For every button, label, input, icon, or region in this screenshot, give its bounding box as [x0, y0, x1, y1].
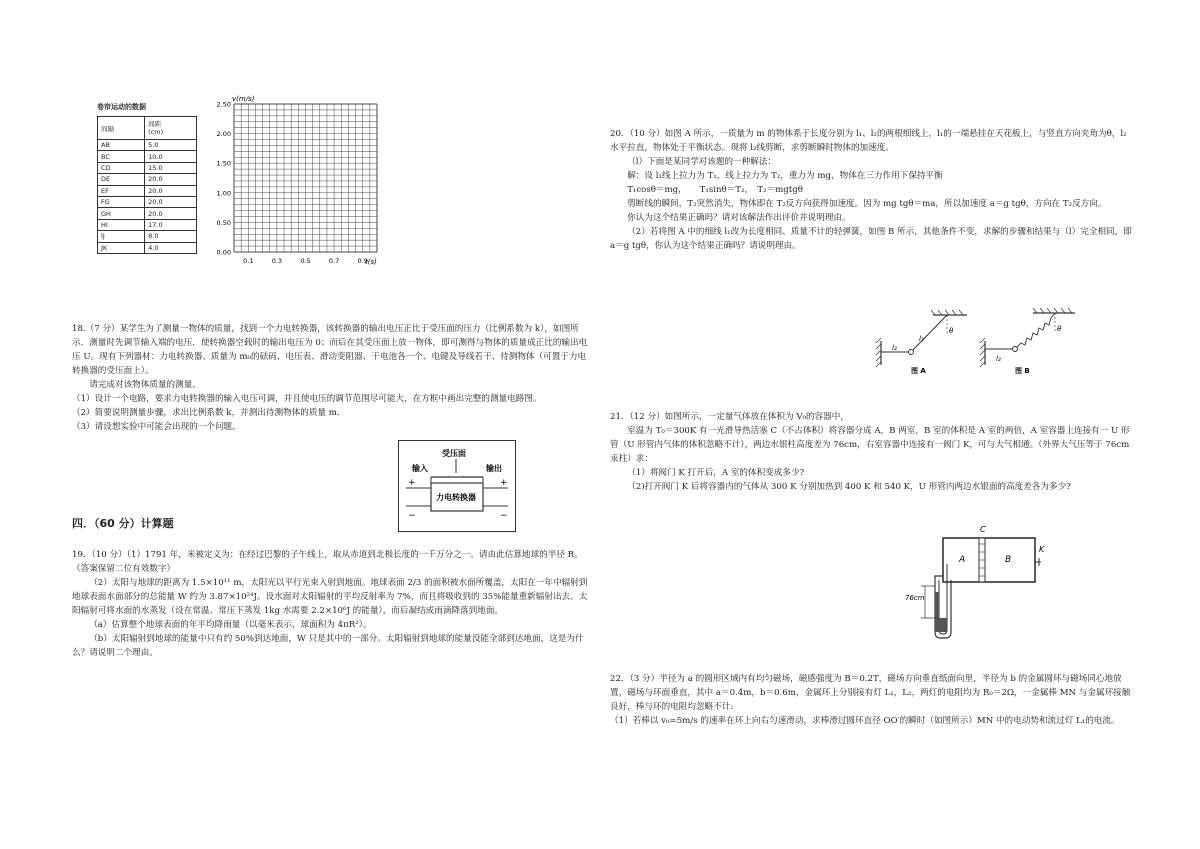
- q20-text: 解：设 l₁线上拉力为 T₁，线上拉力为 T₂，重力为 mg，物体在三力作用下保持平衡: [627, 171, 943, 181]
- gas-container-diagram: [905, 522, 1045, 640]
- y-tick-label: 1.00: [216, 189, 231, 198]
- distance-cell: 20.0: [145, 208, 197, 219]
- y-tick-label: 1.50: [216, 159, 231, 168]
- q20-text: （2）若将图 A 中的细线 l₁改为长度相同、质量不计的轻弹簧，如图 B 所示，其他条件不变，求解的步骤和结果与（l）完全相同，即 a＝g tgθ，你认为这个结果正确吗？请说明理由。: [610, 227, 1132, 251]
- interval-cell: BC: [98, 151, 145, 162]
- q22-text: （1）若棒以 v₀=5m/s 的速率在环上向右匀速滑动，求棒滑过圆环直径 OO′的瞬时（如图所示）MN 中的电动势和流过灯 L₁的电流。: [610, 716, 1120, 726]
- q21-text: 室温为 T₀＝300K 有一光滑导热活塞 C（不占体积）将容器分成 A，B 两室，B 室的体积是 A 室的两倍，A 室容器上连接有一 U 形管（U 形管内气体的体积忽略不计），两边水银柱高度差为 76cm，右室容器中连接有一阀门 K，可与大气相通。（外界大气压等于 76cm 汞柱）求：: [610, 426, 1130, 464]
- interval-cell: FG: [98, 196, 145, 207]
- distance-cell: 20.0: [145, 196, 197, 207]
- q20-text: 20．（10 分）如图 A 所示，一质量为 m 的物体系于长度分别为 l₁、l₂的两根细线上，l₁的一端悬挂在天花板上，与竖直方向夹角为θ，l₂水平拉直，物体处于平衡状态。现将 l₂线剪断，求剪断瞬时物体的加速度。: [610, 129, 1127, 153]
- data-table: [97, 116, 197, 254]
- velocity-time-chart: [205, 92, 390, 268]
- figure-b-label: 图 B: [1015, 367, 1030, 375]
- interval-cell: CD: [98, 162, 145, 173]
- distance-cell: 10.0: [145, 151, 197, 162]
- theta-label: θ: [949, 327, 954, 335]
- table-caption: 卷帘运动的数据: [97, 103, 146, 111]
- table-row: [98, 162, 197, 173]
- pressure-surface-label: 受压面: [442, 449, 466, 458]
- interval-cell: EF: [98, 185, 145, 196]
- question-18: [72, 322, 594, 434]
- x-tick-label: 0.7: [328, 257, 340, 265]
- q22-text: 22．（3 分）半径为 a 的圆形区域内有均匀磁场，磁感强度为 B＝0.2T，磁场方向垂直纸面向里，半径为 b 的金属圆环与磁场同心地放置，磁场与环面垂直，其中 a＝0.4m，b＝0.6m，金属环上分别接有灯 L₁，L₂，两灯的电阻均为 R₀＝2Ω，一金属棒 MN 与金属环接触良好，棒与环的电阻均忽略不计:: [610, 674, 1131, 712]
- output-label: 输出: [486, 464, 502, 473]
- question-22: [610, 672, 1132, 728]
- interval-cell: DE: [98, 174, 145, 185]
- q18-text: （2）简要说明测量步骤，求出比例系数 k，并测出待测物体的质量 m．: [72, 408, 346, 418]
- q21-text: （2)打开阀门 K 后将容器内的气体从 300 K 分别加热到 400 K 和 540 K，U 形管内两边水银面的高度差各为多少?: [627, 482, 1071, 492]
- chart-grid: [234, 104, 377, 252]
- distance-cell: 8.0: [145, 231, 197, 242]
- x-tick-label: 0.3: [271, 257, 283, 265]
- l2-label: l₂: [892, 344, 897, 352]
- interval-cell: IJ: [98, 231, 145, 242]
- q21-text: （1）将阀门 K 打开后，A 室的体积变成多少?: [627, 468, 805, 478]
- q20-text: T₁cosθ＝mg， T₁sinθ＝T₂， T₂＝mgtgθ: [627, 185, 803, 195]
- minus-sign: −: [408, 511, 416, 521]
- y-tick-label: 2.50: [216, 100, 231, 109]
- q18-text: 请完成对该物体质量的测量。: [89, 380, 201, 390]
- q19-text: （2）太阳与地球的距离为 1.5×10¹¹ m，太阳光以平行光束入射到地面。地球表面 2/3 的面积被水面所覆盖，太阳在一年中辐射到地球表面水面部分的总能量 W 约为 3.87×10²⁴J。设水面对太阳辐射的平均反射率为 7%，而且将吸收到的 35%能量重新辐射出去。太阳辐射可将水面的水蒸发（设在常温、常压下蒸发 1kg 水需要 2.2×10⁶J 的能量），而后凝结成雨滴降落到地面。: [72, 578, 588, 616]
- q20-text: 你认为这个结果正确吗？请对该解法作出评价并说明理由。: [627, 213, 851, 223]
- distance-cell: 5.0: [145, 140, 197, 151]
- theta-label: θ: [1057, 325, 1062, 333]
- valve-k-label: K: [1039, 545, 1045, 554]
- distance-cell: 4.0: [145, 242, 197, 253]
- plus-sign: +: [408, 478, 416, 488]
- section-heading: 四．（60 分）计算题: [72, 517, 174, 530]
- interval-cell: GH: [98, 208, 145, 219]
- pendulum-figures: [875, 305, 1085, 380]
- q18-text: （1）设计一个电路，要求力电转换器的输入电压可调，并且使电压的调节范围尽可能大，在方框中画出完整的测量电路图。: [72, 394, 542, 404]
- distance-cell: 20.0: [145, 185, 197, 196]
- q19-text: 19．（10 分）（1）1791 年，米被定义为：在经过巴黎的子午线上，取从赤道到北极长度的一千万分之一。请由此估算地球的半径 R。（答案保留二位有效数字）: [72, 550, 583, 574]
- interval-cell: HI: [98, 219, 145, 230]
- question-19: [72, 548, 594, 660]
- figure-a-label: 图 A: [911, 367, 926, 375]
- q19-text: （b）太阳辐射到地球的能量中只有约 50%到达地面，W 只是其中的一部分。太阳辐射到地球的能量没能全部到达地面，这是为什么？请说明二个理由。: [72, 634, 584, 658]
- y-tick-label: 2.00: [216, 130, 231, 139]
- l2-label: l₂: [996, 355, 1001, 363]
- input-label: 输入: [412, 464, 428, 473]
- y-tick-label: 0.00: [216, 248, 231, 257]
- plus-sign: +: [500, 478, 508, 488]
- converter-label: 力电转换器: [436, 493, 476, 502]
- table-row: [98, 219, 197, 230]
- piston-c-label: C: [980, 525, 986, 534]
- chamber-b-label: B: [1005, 555, 1012, 565]
- minus-sign: −: [500, 511, 508, 521]
- table-row: [98, 242, 197, 253]
- table-row: [98, 151, 197, 162]
- table-row: [98, 185, 197, 196]
- table-row: [98, 174, 197, 185]
- interval-cell: AB: [98, 140, 145, 151]
- table-row: [98, 208, 197, 219]
- chamber-a-label: A: [959, 555, 966, 565]
- q18-text: （3）请设想实验中可能会出现的一个问题。: [72, 422, 241, 432]
- table-header: 间距 (cm): [145, 117, 197, 140]
- x-tick-label: 0.9: [357, 257, 368, 265]
- question-20: [610, 127, 1132, 253]
- force-converter-diagram: [398, 440, 516, 532]
- distance-cell: 15.0: [145, 162, 197, 173]
- table-row: [98, 140, 197, 151]
- table-row: [98, 231, 197, 242]
- height-label: 76cm: [905, 594, 925, 602]
- x-tick-label: 0.1: [243, 257, 254, 265]
- table-row: [98, 196, 197, 207]
- y-tick-label: 0.50: [216, 218, 231, 227]
- q20-text: 剪断线的瞬间，T₂突然消失，物体即在 T₂反方向获得加速度。因为 mg tgθ＝ma，所以加速度 a＝g tgθ，方向在 T₂反方向。: [627, 199, 1107, 209]
- l1-label: l₁: [919, 335, 924, 343]
- y-axis-label: v(m/s): [232, 95, 255, 103]
- table-header: 间隔: [98, 117, 145, 140]
- distance-cell: 20.0: [145, 174, 197, 185]
- distance-cell: 17.0: [145, 219, 197, 230]
- q18-text: 18.（7 分）某学生为了测量一物体的质量，找到一个力电转换器，该转换器的输出电压正比于受压面的压力（比例系数为 k），如图所示．测量时先调节输入端的电压．使转换器空载时的输出电压为 0；而后在其受压面上放一物体，即可测得与物体的质量成正比的输出电压 U。现有下列器材：力电转换器、质量为 m₀的砝码、电压表、滑动变阻器、干电池各一个、电键及导线若干、待测物体（可置于力电转换器的受压面上）。: [72, 324, 588, 376]
- x-tick-label: 0.5: [300, 257, 311, 265]
- q20-text: （l）下面是某同学对该题的一种解法：: [627, 157, 777, 167]
- q21-text: 21．（12 分）如图所示，一定量气体放在体积为 V₀的容器中，: [610, 412, 849, 422]
- interval-cell: JK: [98, 242, 145, 253]
- q19-text: （a）估算整个地球表面的年平均降雨量（以毫米表示，球面积为 4πR²）。: [89, 620, 372, 630]
- question-21: [610, 410, 1132, 494]
- x-axis-label: t(s): [365, 258, 377, 266]
